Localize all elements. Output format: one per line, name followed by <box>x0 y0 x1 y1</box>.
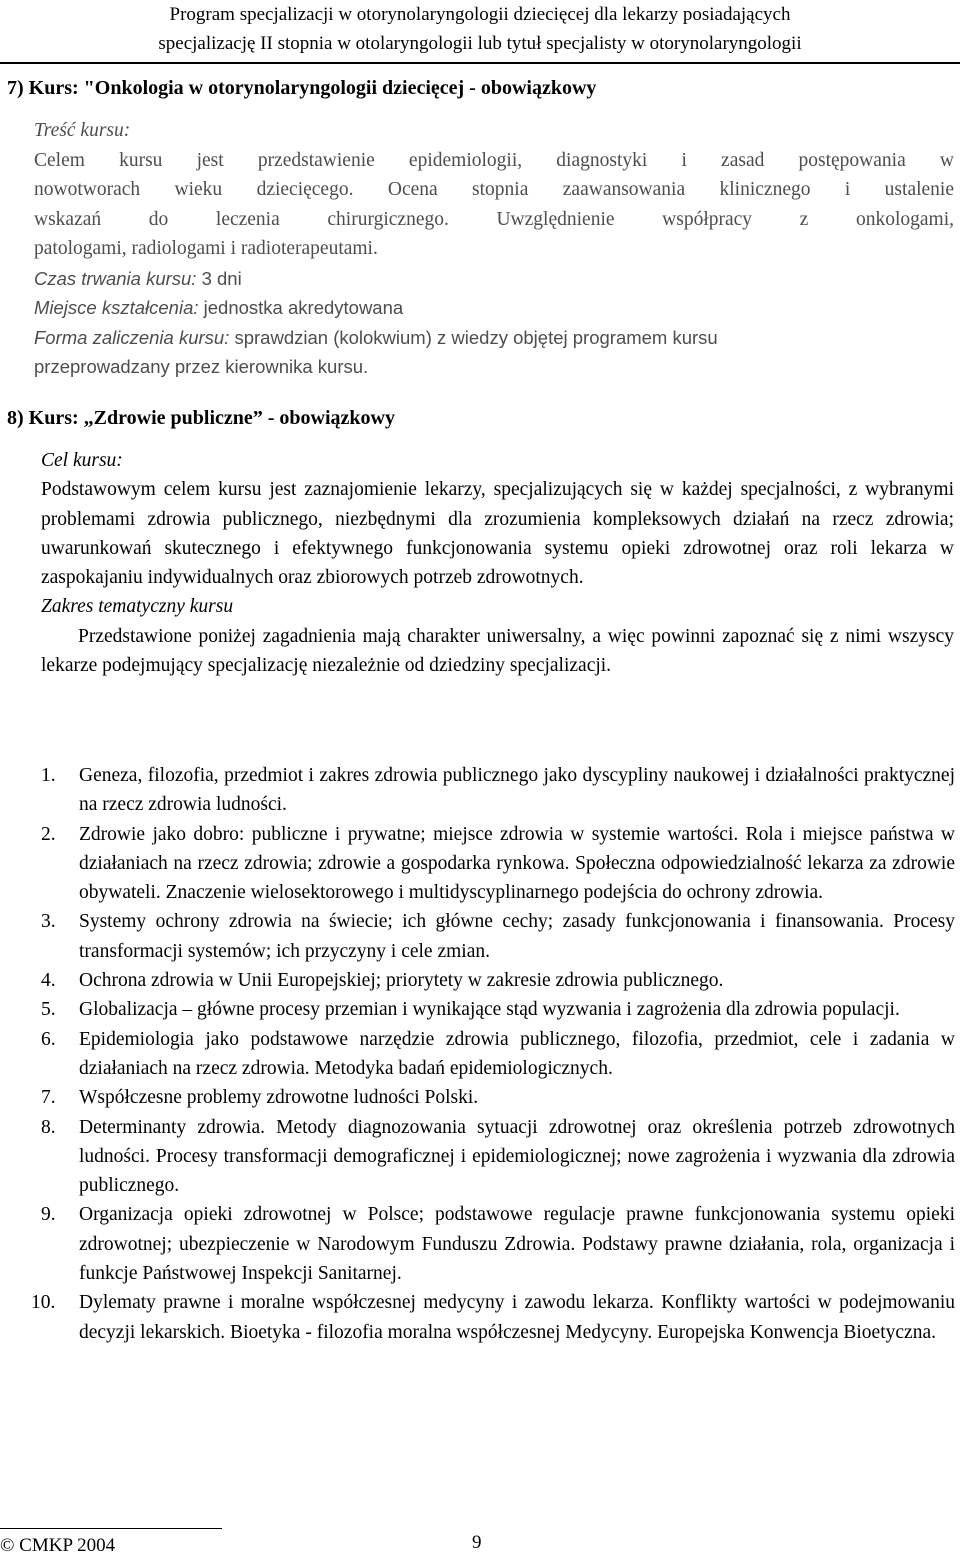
list-item-number: 5. <box>41 999 56 1021</box>
form-label: Forma zaliczenia kursu: <box>34 326 230 348</box>
list-item-text: Geneza, filozofia, przedmiot i zakres zdrowia publicznego jako dyscypliny naukowej i działalności praktycznej na rzecz zdrowia ludności. <box>79 765 955 816</box>
list-item-text: Determinanty zdrowia. Metody diagnozowania sytuacji zdrowotnej oraz określenia potrzeb zdrowotnych ludności. Procesy transformacji demograficznej i epidemiologicznej; nowe zagrożenia i wyzwania dla zdrowia publicznego. <box>79 1116 955 1197</box>
list-item <box>41 1200 955 1288</box>
duration-row <box>34 264 954 294</box>
scope-text: Przedstawione poniżej zagadnienia mają charakter uniwersalny, a więc powinni zapoznać się z nimi wszyscy lekarze podejmujący specjalizację niezależnie od dziedziny specjalizacji. <box>41 625 954 677</box>
section-8-title: 8) Kurs: „Zdrowie publiczne” - obowiązkowy <box>7 407 395 429</box>
content-line-4: patologami, radiologami i radioterapeutami. <box>34 238 378 259</box>
list-item-text: Współczesne problemy zdrowotne ludności Polski. <box>79 1087 479 1109</box>
list-item-text: Organizacja opieki zdrowotnej w Polsce; podstawowe regulacje prawne funkcjonowania systemu opieki zdrowotnej; ubezpieczenie w Narodowym Funduszu Zdrowia. Podstawy prawne działania, rola, organizacja i funkcje Państwowej Inspekcji Sanitarnej. <box>79 1204 955 1285</box>
form-value: sprawdzian (kolokwium) z wiedzy objętej programem kursu <box>229 326 718 348</box>
list-item-text: Zdrowie jako dobro: publiczne i prywatne; miejsce zdrowia w systemie wartości. Rola i miejsce państwa w działaniach na rzecz zdrowia; zdrowie a gospodarka rynkowa. Społeczna odpowiedzialność lekarza za zdrowie obywateli. Znaczenie wielosektorowego i multidyscyplinarnego podejścia do ochrony zdrowia. <box>79 823 955 904</box>
section-7-title: 7) Kurs: "Onkologia w otorynolaryngologii dziecięcej - obowiązkowy <box>7 77 597 99</box>
scope-label: Zakres tematyczny kursu <box>41 596 234 618</box>
section-7-body <box>34 116 954 382</box>
content-line-1: Celem kursu jest przedstawienie epidemiologii, diagnostyki i zasad postępowania w <box>34 149 954 171</box>
list-item <box>41 1025 955 1084</box>
goal-text: Podstawowym celem kursu jest zaznajomienie lekarzy, specjalizujących się w każdej specjalności, z wybranymi problemami zdrowia publicznego, niezbędnymi dla zrozumienia kompleksowych działań na rzecz zdrowia; uwarunkowań skutecznego i efektywnego funkcjonowania systemu opieki zdrowotnej oraz roli lekarza w zaspokajaniu indywidualnych oraz zbiorowych potrzeb zdrowotnych. <box>41 479 954 589</box>
list-item-number: 1. <box>41 765 56 786</box>
list-item <box>41 1113 955 1201</box>
list-item-number: 7. <box>41 1087 56 1109</box>
content-label: Treść kursu: <box>34 120 131 141</box>
list-item-text: Epidemiologia jako podstawowe narzędzie zdrowia publicznego, filozofia, przedmiot, cele i zadania w działaniach na rzecz zdrowia. Metodyka badań epidemiologicznych. <box>79 1028 955 1079</box>
header-divider <box>0 62 960 64</box>
section-8-body <box>41 446 954 680</box>
header-line-1: Program specjalizacji w otorynolaryngologii dziecięcej dla lekarzy posiadających <box>169 4 791 25</box>
list-item <box>41 907 955 966</box>
place-label: Miejsce kształcenia: <box>34 297 199 318</box>
list-item-number: 3. <box>41 911 56 933</box>
topic-list <box>31 761 955 1347</box>
list-item <box>41 1083 955 1112</box>
list-item-text: Globalizacja – główne procesy przemian i wynikające stąd wyzwania i zagrożenia dla zdrowia populacji. <box>79 999 900 1021</box>
list-item-number: 8. <box>41 1116 56 1138</box>
list-item-number: 6. <box>41 1028 56 1050</box>
list-item-number: 4. <box>41 970 56 992</box>
duration-value: 3 dni <box>196 267 242 289</box>
place-value: jednostka akredytowana <box>198 297 404 318</box>
list-item <box>41 966 955 995</box>
footer-copyright: © CMKP 2004 <box>0 1535 116 1556</box>
list-item-number: 10. <box>31 1292 56 1314</box>
goal-label: Cel kursu: <box>41 450 123 471</box>
form-row <box>34 323 954 353</box>
page-header <box>0 0 960 58</box>
page-number: 9 <box>472 1532 482 1553</box>
list-item-number: 9. <box>41 1204 56 1226</box>
list-item <box>41 820 955 908</box>
list-item <box>31 1288 955 1347</box>
list-item-number: 2. <box>41 823 56 845</box>
place-row <box>34 293 954 323</box>
list-item-text: Ochrona zdrowia w Unii Europejskiej; priorytety w zakresie zdrowia publicznego. <box>79 970 724 992</box>
content-line-2: nowotworach wieku dziecięcego. Ocena stopnia zaawansowania klinicznego i ustalenie <box>34 179 954 200</box>
footer-divider <box>0 1528 222 1529</box>
form-row-2: przeprowadzany przez kierownika kursu. <box>34 356 369 377</box>
content-line-3: wskazań do leczenia chirurgicznego. Uwzględnienie współpracy z onkologami, <box>34 208 954 230</box>
duration-label: Czas trwania kursu: <box>34 267 197 289</box>
list-item <box>41 761 955 820</box>
header-line-2: specjalizację II stopnia w otolaryngologii lub tytuł specjalisty w otorynolaryngologii <box>158 33 802 54</box>
list-item <box>41 995 955 1024</box>
list-item-text: Dylematy prawne i moralne współczesnej medycyny i zawodu lekarza. Konflikty wartości w podejmowaniu decyzji lekarskich. Bioetyka - filozofia moralna współczesnej Medycyny. Europejska Konwencja Bioetyczna. <box>79 1292 955 1343</box>
list-item-text: Systemy ochrony zdrowia na świecie; ich główne cechy; zasady funkcjonowania i finansowania. Procesy transformacji systemów; ich przyczyny i cele zmian. <box>79 911 955 962</box>
